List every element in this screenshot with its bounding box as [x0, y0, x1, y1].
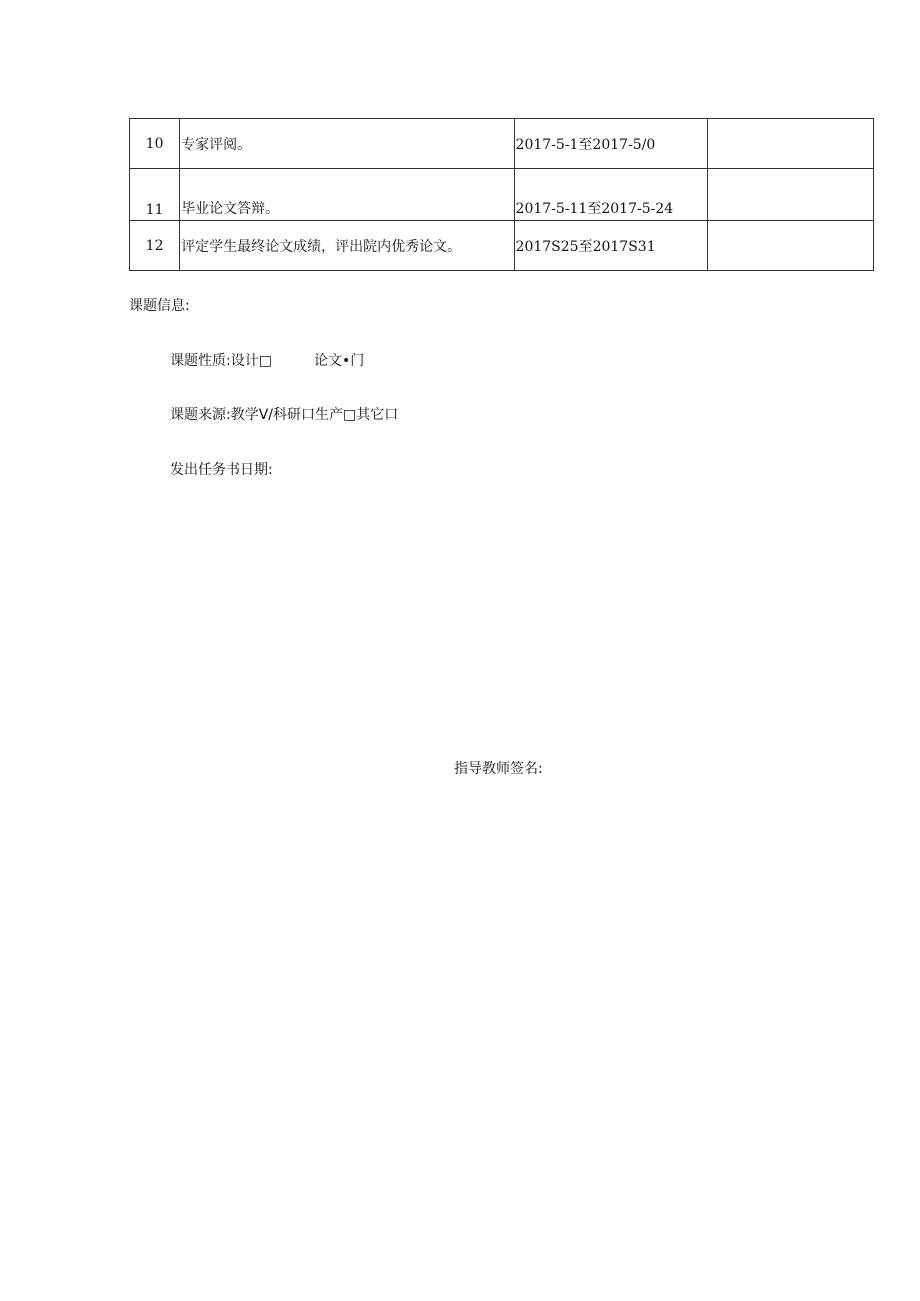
- topic-nature-line: [170, 350, 364, 370]
- row-number: 11: [130, 169, 180, 221]
- task-period: 2017-5-1至2017-5/0: [514, 119, 708, 169]
- issue-date-label: 发出任务书日期:: [170, 462, 273, 478]
- task-period: 2017-5-11至2017-5-24: [514, 169, 708, 221]
- task-note: [708, 169, 874, 221]
- topic-info-heading: 课题信息:: [129, 298, 190, 314]
- topic-source-line: [170, 404, 398, 424]
- supervisor-signature-label: 指导教师签名:: [454, 761, 543, 777]
- topic-source-label: 课题来源:: [170, 407, 231, 423]
- schedule-table: [129, 118, 874, 271]
- topic-nature-label: 课题性质:: [170, 353, 231, 369]
- topic-source-options[interactable]: 教学V/科研口生产□其它口: [230, 407, 399, 423]
- task-description: 评定学生最终论文成绩，评出院内优秀论文。: [180, 221, 514, 271]
- nature-option-design[interactable]: 设计□: [230, 353, 272, 369]
- table-row: [130, 221, 874, 271]
- table-row: [130, 119, 874, 169]
- task-note: [708, 119, 874, 169]
- row-number: 12: [130, 221, 180, 271]
- nature-option-thesis[interactable]: 论文•门: [313, 353, 365, 369]
- table-row: [130, 169, 874, 221]
- task-note: [708, 221, 874, 271]
- task-period: 2017S25至2017S31: [514, 221, 708, 271]
- task-description: 毕业论文答辩。: [180, 169, 514, 221]
- row-number: 10: [130, 119, 180, 169]
- task-description: 专家评阅。: [180, 119, 514, 169]
